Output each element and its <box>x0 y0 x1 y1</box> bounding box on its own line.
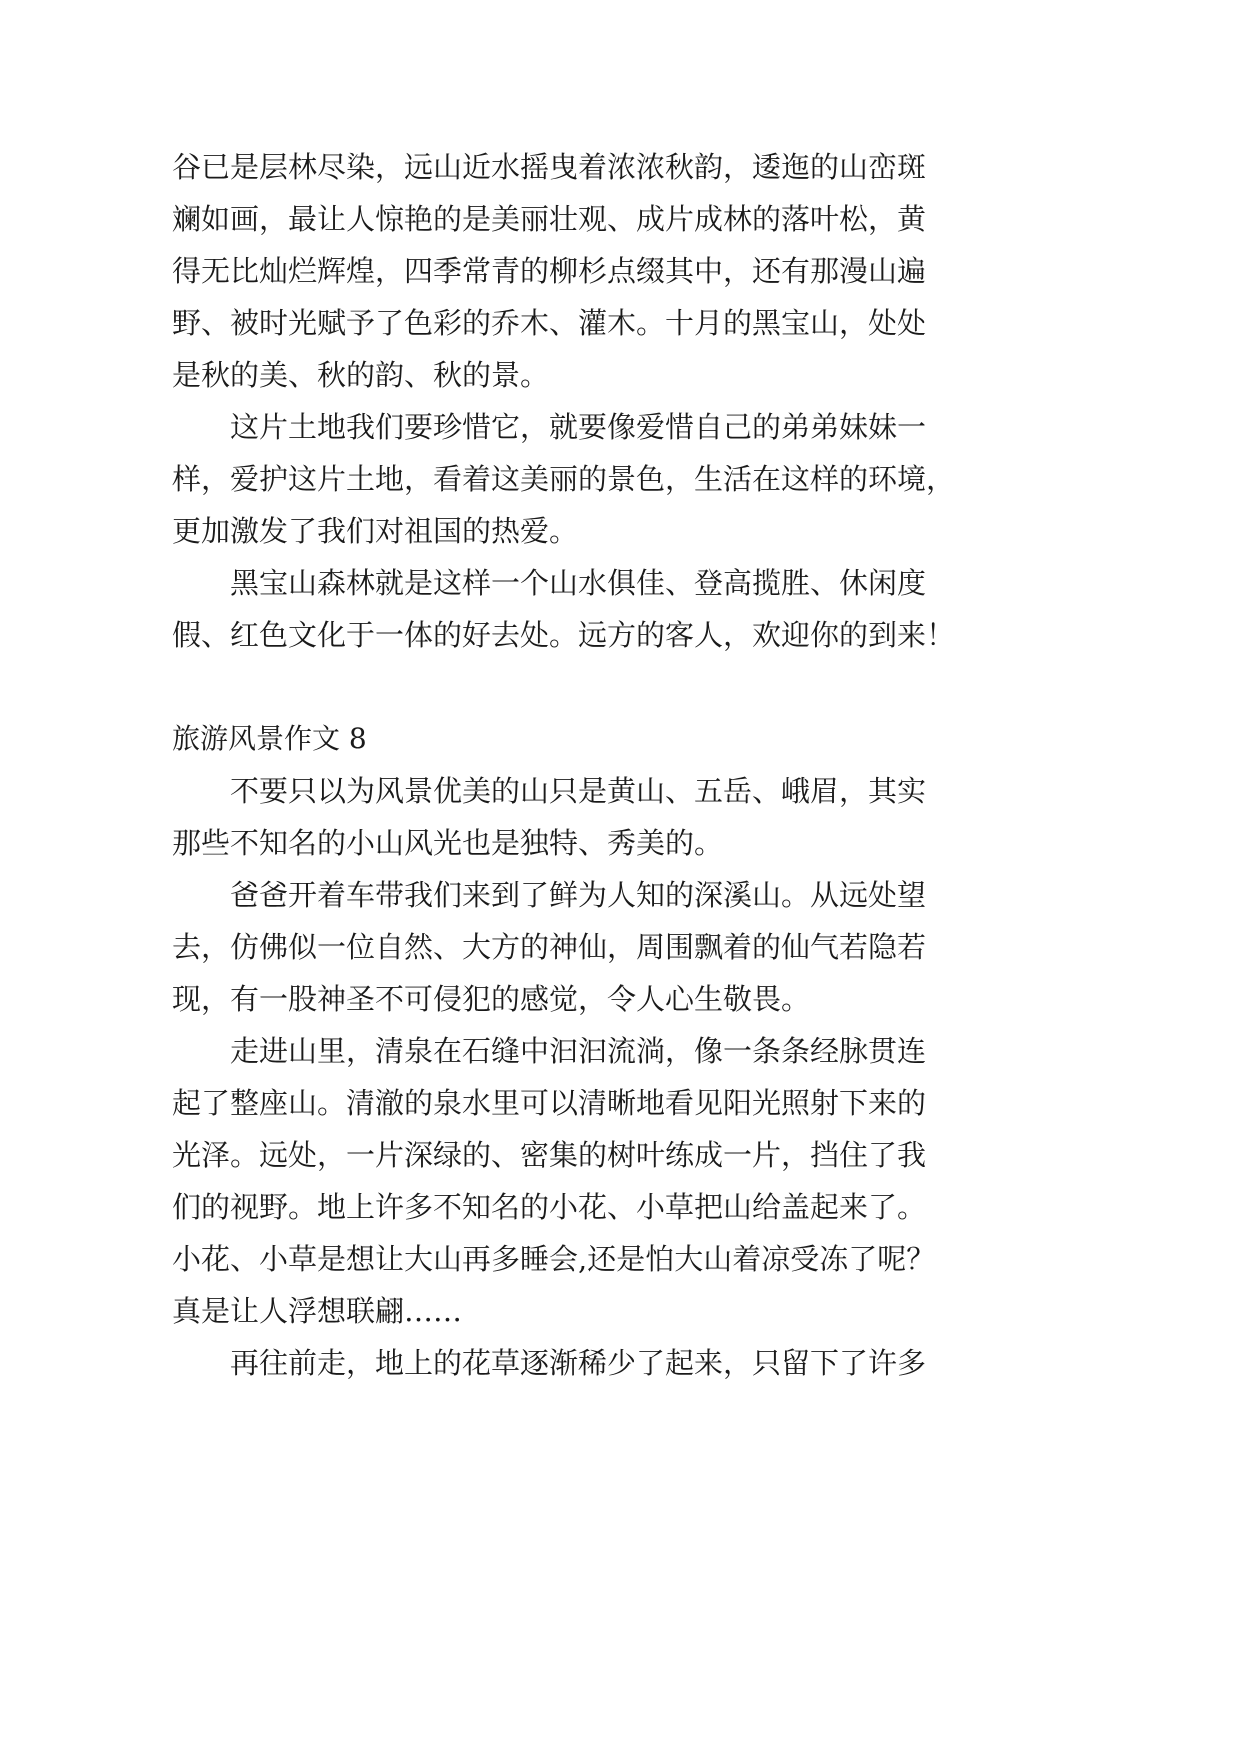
section-heading: 旅游风景作文 8 <box>172 722 367 755</box>
paragraph-line: 不要只以为风景优美的山只是黄山、五岳、峨眉，其实 <box>230 774 927 808</box>
paragraph-line: 光泽。远处，一片深绿的、密集的树叶练成一片，挡住了我 <box>172 1138 927 1172</box>
paragraph-line: 真是让人浮想联翩…… <box>172 1294 463 1328</box>
paragraph-line: 去，仿佛似一位自然、大方的神仙，周围飘着的仙气若隐若 <box>172 930 927 964</box>
paragraph-line: 起了整座山。清澈的泉水里可以清晰地看见阳光照射下来的 <box>172 1086 927 1120</box>
paragraph-line: 现，有一股神圣不可侵犯的感觉，令人心生敬畏。 <box>172 982 811 1016</box>
paragraph-line: 假、红色文化于一体的好去处。远方的客人，欢迎你的到来！ <box>172 618 956 652</box>
paragraph-line: 走进山里，清泉在石缝中汩汩流淌，像一条条经脉贯连 <box>230 1034 927 1068</box>
paragraph-line: 得无比灿烂辉煌，四季常青的柳杉点缀其中，还有那漫山遍 <box>172 254 927 288</box>
paragraph-line: 爸爸开着车带我们来到了鲜为人知的深溪山。从远处望 <box>230 878 927 912</box>
paragraph-line: 野、被时光赋予了色彩的乔木、灌木。十月的黑宝山，处处 <box>172 306 927 340</box>
paragraph-line: 小花、小草是想让大山再多睡会,还是怕大山着凉受冻了呢？ <box>172 1242 936 1276</box>
paragraph-line: 们的视野。地上许多不知名的小花、小草把山给盖起来了。 <box>172 1190 927 1224</box>
paragraph-line: 谷已是层林尽染，远山近水摇曳着浓浓秋韵，逶迤的山峦斑 <box>172 150 927 184</box>
paragraph-line: 这片土地我们要珍惜它，就要像爱惜自己的弟弟妹妹一 <box>230 410 927 444</box>
paragraph-line: 斓如画，最让人惊艳的是美丽壮观、成片成林的落叶松，黄 <box>172 202 927 236</box>
paragraph-line: 样，爱护这片土地，看着这美丽的景色，生活在这样的环境， <box>172 462 956 496</box>
paragraph-line: 那些不知名的小山风光也是独特、秀美的。 <box>172 826 724 860</box>
paragraph-line: 是秋的美、秋的韵、秋的景。 <box>172 358 550 392</box>
paragraph-line: 更加激发了我们对祖国的热爱。 <box>172 514 579 548</box>
paragraph-line: 再往前走，地上的花草逐渐稀少了起来，只留下了许多 <box>230 1346 927 1380</box>
paragraph-line: 黑宝山森林就是这样一个山水俱佳、登高揽胜、休闲度 <box>230 566 927 600</box>
